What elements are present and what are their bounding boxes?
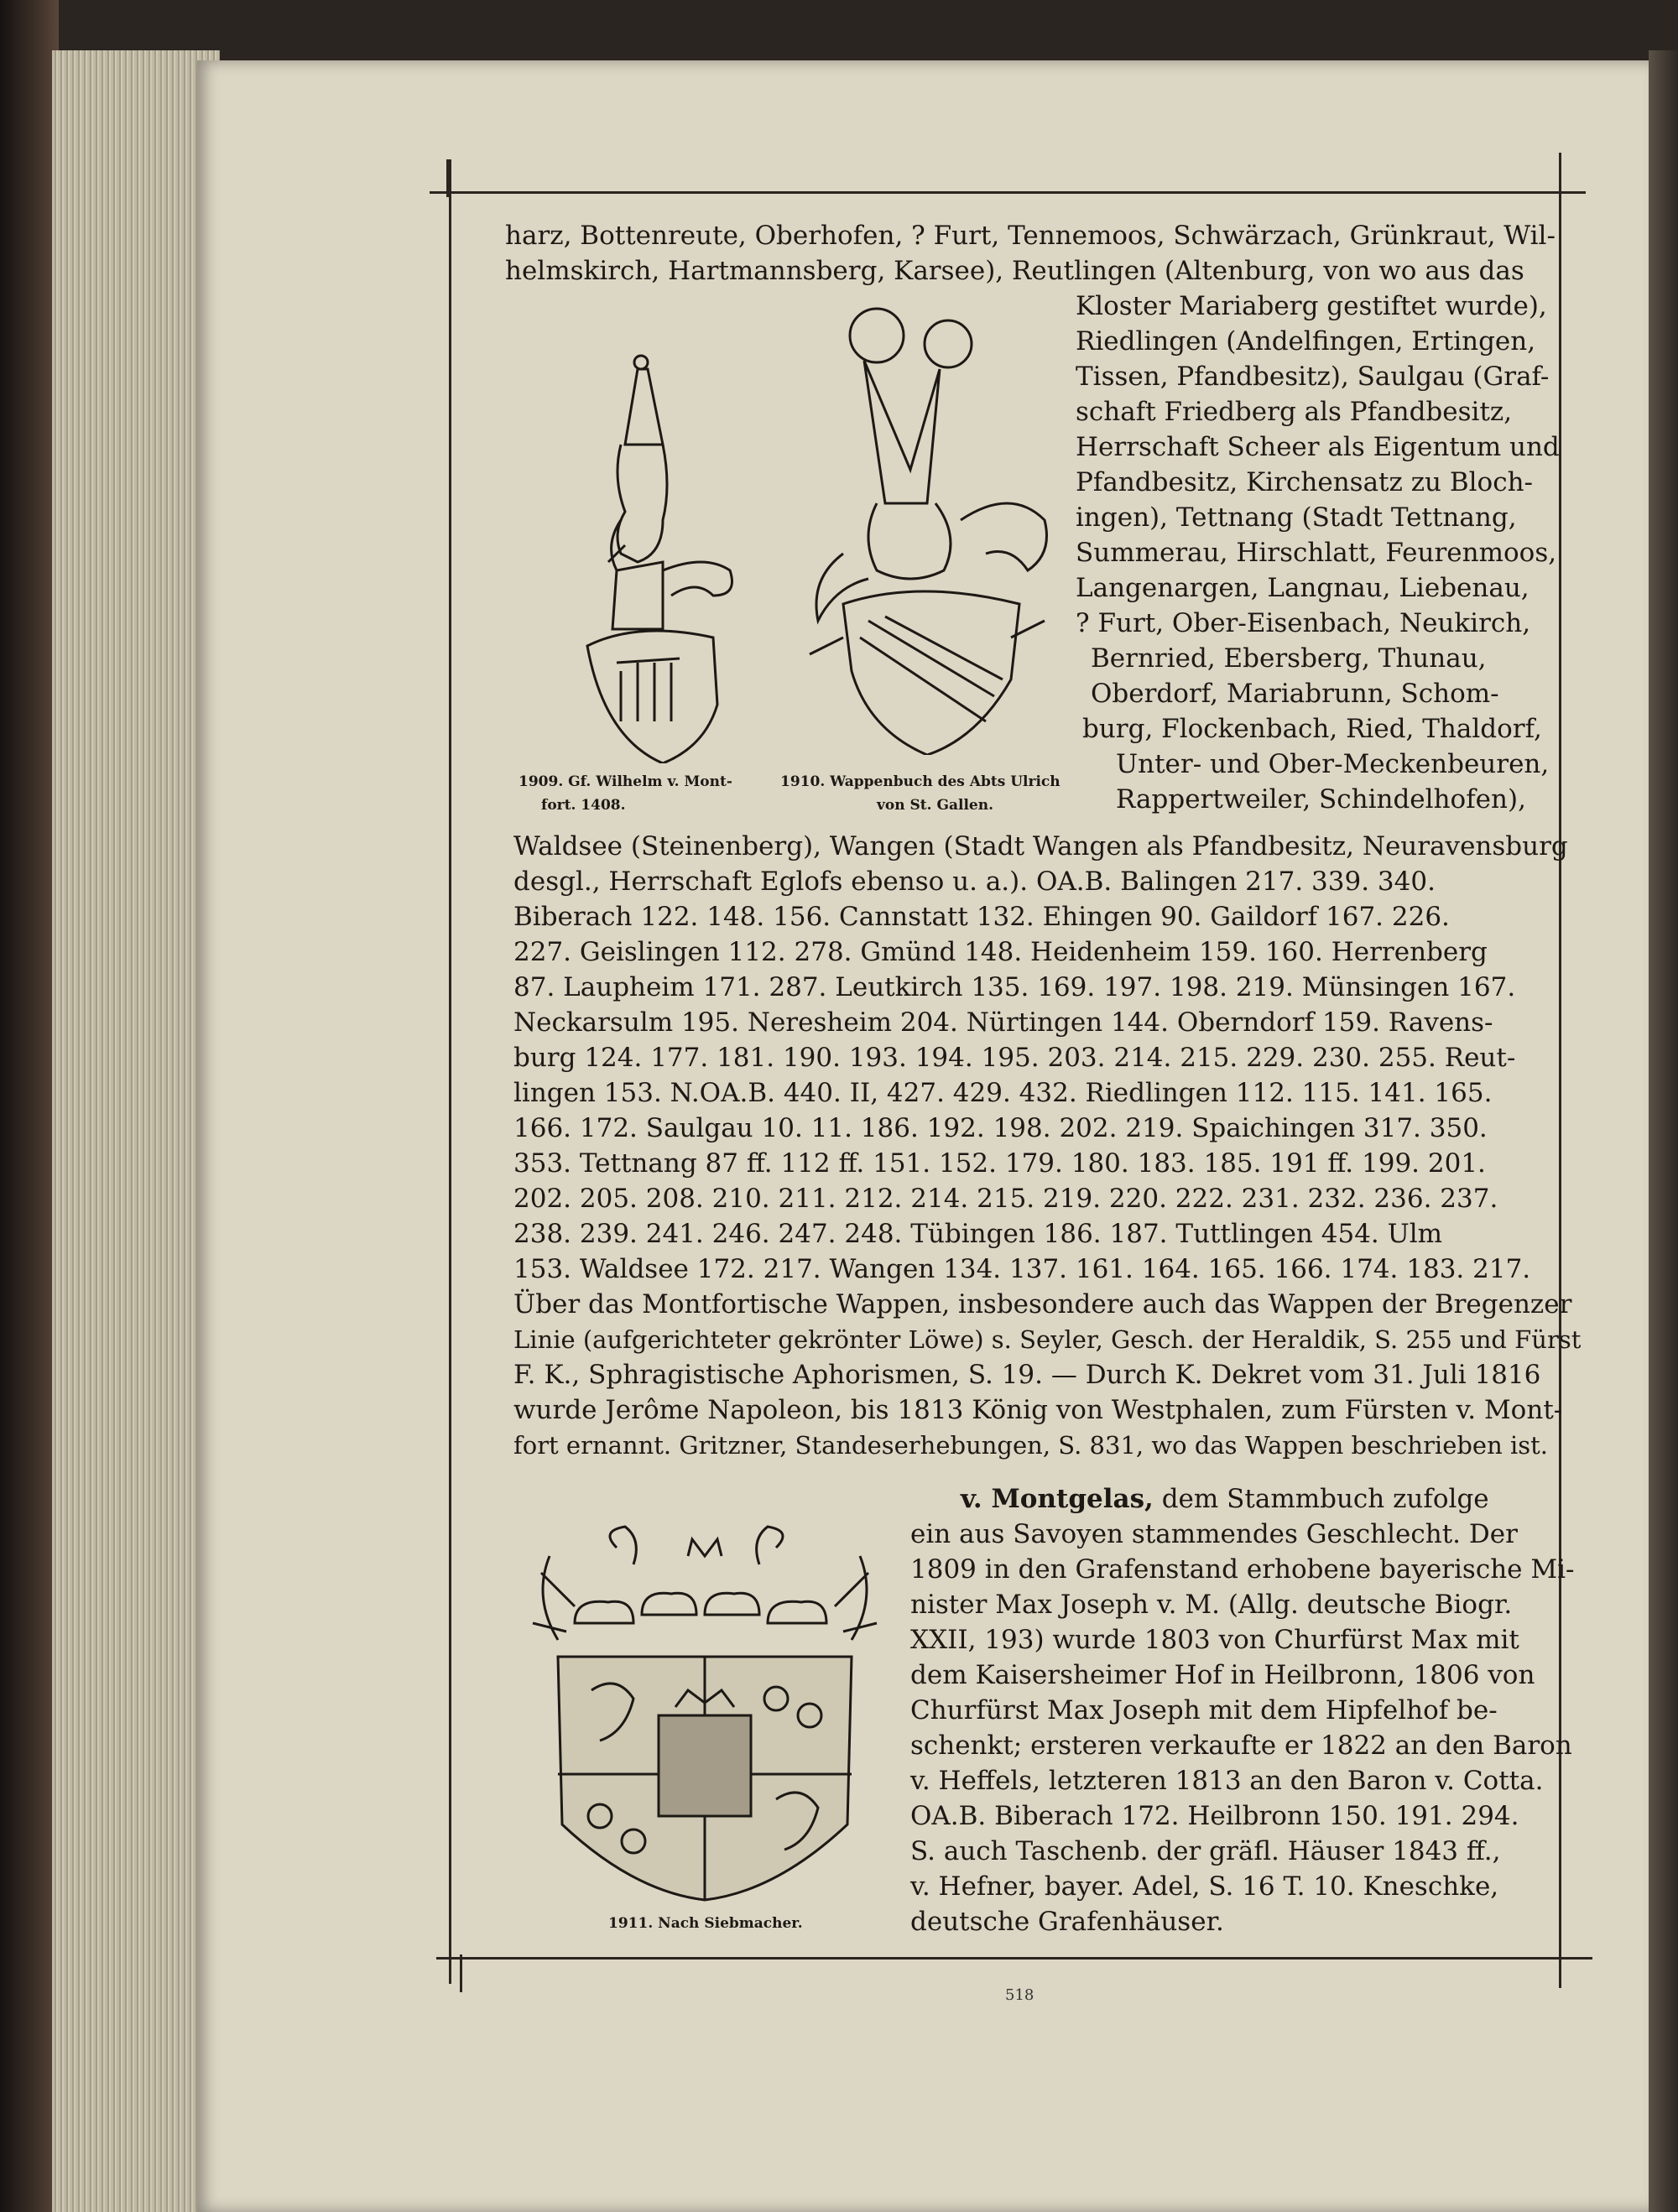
frame-corner: [1559, 1954, 1561, 1988]
coat-of-arms-1910-illustration: [793, 302, 1070, 755]
text-line: Churfürst Max Joseph mit dem Hipfelhof be-: [910, 1695, 1498, 1725]
text-line: [961, 1483, 1489, 1515]
coat-of-arms-1909-illustration: [537, 352, 747, 763]
text-line: Über das Montfortische Wappen, insbesondere auch das Wappen der Bregenzer: [513, 1289, 1572, 1319]
frame-top-rule: [430, 191, 1586, 194]
text-line: nister Max Joseph v. M. (Allg. deutsche Biogr.: [910, 1590, 1513, 1620]
text-line: OA.B. Biberach 172. Heilbronn 150. 191. 294.: [910, 1801, 1519, 1831]
text-line: harz, Bottenreute, Oberhofen, ? Furt, Tennemoos, Schwärzach, Grünkraut, Wil-: [505, 221, 1556, 251]
text-line: Waldsee (Steinenberg), Wangen (Stadt Wangen als Pfandbesitz, Neuravensburg: [513, 831, 1568, 861]
montgelas-heading: v. Montgelas,: [961, 1484, 1154, 1514]
text-line: Summerau, Hirschlatt, Feurenmoos,: [1076, 538, 1557, 568]
text-line: Biberach 122. 148. 156. Cannstatt 132. Ehingen 90. Gaildorf 167. 226.: [513, 902, 1450, 932]
text-line: v. Heffels, letzteren 1813 an den Baron v. Cotta.: [910, 1766, 1544, 1796]
text-line: ? Furt, Ober-Eisenbach, Neukirch,: [1076, 608, 1531, 638]
text-line: Riedlingen (Andelfingen, Ertingen,: [1076, 326, 1536, 357]
text-line: fort ernannt. Gritzner, Standeserhebungen, S. 831, wo das Wappen beschrieben ist.: [513, 1431, 1549, 1460]
frame-corner: [446, 159, 449, 197]
text-line: Herrschaft Scheer als Eigentum und: [1076, 432, 1560, 462]
text-line: desgl., Herrschaft Eglofs ebenso u. a.). OA.B. Balingen 217. 339. 340.: [513, 867, 1436, 897]
text-line: ein aus Savoyen stammendes Geschlecht. Der: [910, 1519, 1518, 1549]
frame-corner: [460, 1954, 462, 1992]
text-line: 227. Geislingen 112. 278. Gmünd 148. Heidenheim 159. 160. Herrenberg: [513, 937, 1488, 967]
frame-right-rule: [1559, 153, 1561, 1965]
text-line: 1809 in den Grafenstand erhobene bayerische Mi-: [910, 1554, 1575, 1585]
text-line: Bernried, Ebersberg, Thunau,: [1091, 643, 1487, 674]
text-line: Pfandbesitz, Kirchensatz zu Bloch-: [1076, 467, 1534, 497]
text-line: 353. Tettnang 87 ff. 112 ff. 151. 152. 179. 180. 183. 185. 191 ff. 199. 201.: [513, 1148, 1486, 1179]
text-line: schenkt; ersteren verkaufte er 1822 an den Baron: [910, 1731, 1572, 1761]
text-line: Linie (aufgerichteter gekrönter Löwe) s. Seyler, Gesch. der Heraldik, S. 255 und Fürst: [513, 1325, 1582, 1354]
figure-1910-caption: von St. Gallen.: [877, 797, 994, 814]
text-line: Tissen, Pfandbesitz), Saulgau (Graf-: [1076, 362, 1550, 392]
text-line: 238. 239. 241. 246. 247. 248. Tübingen 186. 187. Tuttlingen 454. Ulm: [513, 1219, 1443, 1249]
text-line: 153. Waldsee 172. 217. Wangen 134. 137. 161. 164. 165. 166. 174. 183. 217.: [513, 1254, 1531, 1284]
montgelas-heading-rest: dem Stammbuch zufolge: [1161, 1484, 1489, 1514]
figure-1910-caption: 1910. Wappenbuch des Abts Ulrich: [780, 773, 1060, 790]
text-line: schaft Friedberg als Pfandbesitz,: [1076, 397, 1513, 427]
text-line: Langenargen, Langnau, Liebenau,: [1076, 573, 1529, 603]
text-line: lingen 153. N.OA.B. 440. II, 427. 429. 432. Riedlingen 112. 115. 141. 165.: [513, 1078, 1493, 1108]
text-line: wurde Jerôme Napoleon, bis 1813 König von Westphalen, zum Fürsten v. Mont-: [513, 1395, 1563, 1425]
text-line: Rappertweiler, Schindelhofen),: [1116, 784, 1526, 815]
page-number: 518: [1005, 1986, 1034, 2004]
figure-1909-caption: fort. 1408.: [541, 797, 626, 814]
text-line: dem Kaisersheimer Hof in Heilbronn, 1806 von: [910, 1660, 1535, 1690]
text-line: 202. 205. 208. 210. 211. 212. 214. 215. 219. 220. 222. 231. 232. 236. 237.: [513, 1184, 1498, 1214]
frame-corner: [1559, 153, 1561, 195]
text-line: burg, Flockenbach, Ried, Thaldorf,: [1082, 714, 1542, 744]
figure-1909-caption: 1909. Gf. Wilhelm v. Mont-: [519, 773, 732, 790]
frame-bottom-rule: [436, 1957, 1592, 1960]
text-line: 87. Laupheim 171. 287. Leutkirch 135. 169. 197. 198. 219. Münsingen 167.: [513, 972, 1516, 1002]
text-line: deutsche Grafenhäuser.: [910, 1907, 1224, 1937]
book-spine: [0, 0, 59, 2212]
frame-left-rule: [449, 159, 451, 1984]
text-line: XXII, 193) wurde 1803 von Churfürst Max mit: [910, 1625, 1519, 1655]
text-line: ingen), Tettnang (Stadt Tettnang,: [1076, 502, 1517, 533]
text-line: 166. 172. Saulgau 10. 11. 186. 192. 198. 202. 219. Spaichingen 317. 350.: [513, 1113, 1488, 1143]
text-line: helmskirch, Hartmannsberg, Karsee), Reutlingen (Altenburg, von wo aus das: [505, 256, 1524, 286]
text-line: Unter- und Ober-Meckenbeuren,: [1116, 749, 1550, 779]
text-line: Neckarsulm 195. Neresheim 204. Nürtingen 144. Oberndorf 159. Ravens-: [513, 1007, 1493, 1038]
text-line: Oberdorf, Mariabrunn, Schom-: [1091, 679, 1499, 709]
text-line: burg 124. 177. 181. 190. 193. 194. 195. 203. 214. 215. 229. 230. 255. Reut-: [513, 1043, 1516, 1073]
text-line: F. K., Sphragistische Aphorismen, S. 19. — Durch K. Dekret vom 31. Juli 1816: [513, 1360, 1541, 1390]
coat-of-arms-1911-illustration: [524, 1522, 885, 1908]
page-edges: [52, 50, 220, 2212]
text-line: S. auch Taschenb. der gräfl. Häuser 1843 ff.,: [910, 1836, 1501, 1866]
figure-1911-caption: 1911. Nach Siebmacher.: [608, 1915, 803, 1932]
right-page-edge: [1649, 50, 1678, 2212]
text-line: Kloster Mariaberg gestiftet wurde),: [1076, 291, 1547, 321]
text-line: v. Hefner, bayer. Adel, S. 16 T. 10. Kneschke,: [910, 1871, 1499, 1902]
